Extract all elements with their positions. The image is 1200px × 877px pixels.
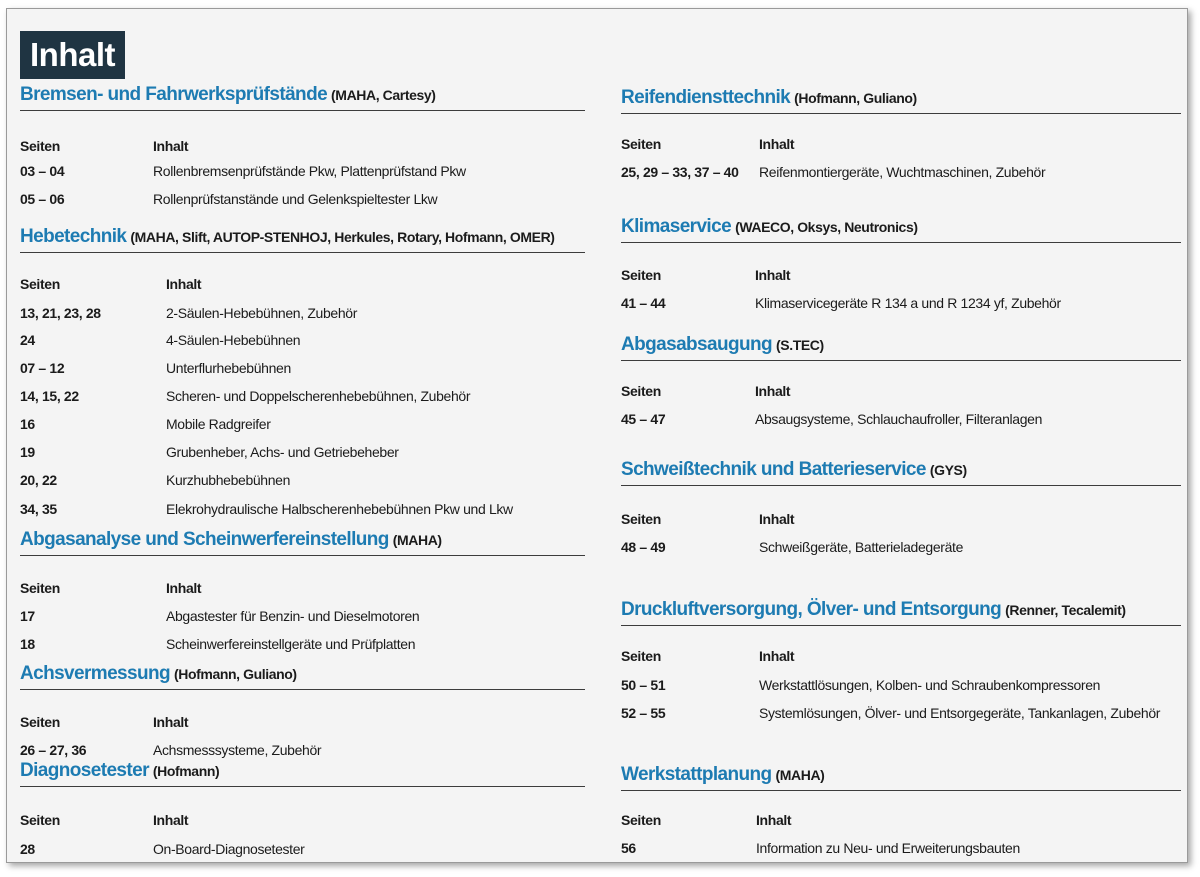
row-content: Rollenbremsenprüfstände Pkw, Plattenprüfstand Pkw [153, 163, 466, 179]
section-heading [621, 764, 1181, 791]
section-schweiss [621, 459, 1181, 555]
column-header-pages: Seiten [621, 383, 661, 399]
row-pages: 56 [621, 840, 636, 856]
section-title [621, 764, 824, 786]
section-bremsen [20, 84, 585, 207]
row-pages: 26 – 27, 36 [20, 742, 87, 758]
row-pages: 18 [20, 636, 35, 652]
section-brands: (Hofmann) [152, 763, 220, 779]
column-header-pages: Seiten [621, 812, 661, 828]
column-header-content: Inhalt [759, 136, 795, 152]
column-header-content: Inhalt [759, 511, 795, 527]
row-content: 2-Säulen-Hebebühnen, Zubehör [166, 305, 358, 321]
section-druckluft [621, 599, 1181, 721]
row-content: Unterflurhebebühnen [166, 360, 291, 376]
row-content: Mobile Radgreifer [166, 416, 271, 432]
column-header-pages: Seiten [20, 138, 60, 154]
row-content: Elekrohydraulische Halbscherenhebebühnen Pkw und Lkw [166, 501, 513, 517]
row-content: Achsmesssysteme, Zubehör [153, 742, 322, 758]
column-header-content: Inhalt [153, 812, 189, 828]
row-pages: 24 [20, 332, 35, 348]
column-header-content: Inhalt [755, 267, 791, 283]
row-pages: 07 – 12 [20, 360, 65, 376]
section-klima [621, 216, 1181, 311]
section-title-text: Abgasabsaugung [621, 334, 773, 355]
column-header-pages: Seiten [20, 276, 60, 292]
row-content: Information zu Neu- und Erweiterungsbauten [756, 840, 1020, 856]
column-header-pages: Seiten [621, 267, 661, 283]
section-heading [621, 216, 1181, 243]
section-title-text: Druckluftversorgung, Ölver- und Entsorgung [621, 599, 1002, 620]
row-content: Kurzhubhebebühnen [166, 472, 291, 488]
row-pages: 34, 35 [20, 501, 57, 517]
row-content: Reifenmontiergeräte, Wuchtmaschinen, Zubehör [759, 164, 1046, 180]
column-header-content: Inhalt [166, 580, 202, 596]
section-title [20, 226, 555, 248]
catalog-page [6, 8, 1188, 863]
section-achsvermessung [20, 663, 585, 758]
section-heading [621, 599, 1181, 626]
section-heading [621, 334, 1181, 361]
row-content: Scheren- und Doppelscherenhebebühnen, Zubehör [166, 388, 471, 404]
section-title [20, 84, 436, 106]
row-content: Rollenprüfstanstände und Gelenkspieltester Lkw [153, 191, 438, 207]
section-heading [20, 760, 585, 787]
column-header-pages: Seiten [621, 136, 661, 152]
column-header-pages: Seiten [621, 511, 661, 527]
section-title-text: Achsvermessung [20, 663, 171, 684]
section-heading [621, 459, 1181, 486]
column-header-pages: Seiten [621, 648, 661, 664]
section-title [621, 87, 917, 109]
row-pages: 50 – 51 [621, 677, 666, 693]
section-heading [20, 663, 585, 690]
column-header-content: Inhalt [756, 812, 792, 828]
column-header-content: Inhalt [759, 648, 795, 664]
section-title [621, 459, 967, 481]
section-brands: (Hofmann, Guliano) [174, 666, 297, 682]
row-content: Systemlösungen, Ölver- und Entsorgegeräte, Tankanlagen, Zubehör [759, 705, 1161, 721]
row-content: 4-Säulen-Hebebühnen [166, 332, 301, 348]
section-title [621, 216, 918, 238]
section-abgasabsaugung [621, 334, 1181, 427]
section-title-text: Schweißtechnik und Batterieservice [621, 459, 926, 480]
section-brands: (Hofmann, Guliano) [794, 90, 917, 106]
section-title-text: Reifendiensttechnik [621, 87, 791, 108]
column-header-pages: Seiten [20, 580, 60, 596]
row-content: Absaugsysteme, Schlauchaufroller, Filteranlagen [755, 411, 1043, 427]
row-pages: 41 – 44 [621, 295, 666, 311]
column-header-content: Inhalt [755, 383, 791, 399]
section-heading [621, 87, 1181, 114]
section-title [621, 334, 824, 356]
row-content: Abgastester für Benzin- und Dieselmotoren [166, 608, 420, 624]
row-content: Werkstattlösungen, Kolben- und Schraubenkompressoren [759, 677, 1101, 693]
row-pages: 48 – 49 [621, 539, 666, 555]
column-header-content: Inhalt [153, 138, 189, 154]
row-pages: 13, 21, 23, 28 [20, 305, 101, 321]
row-pages: 03 – 04 [20, 163, 65, 179]
page-title: Inhalt [20, 31, 125, 79]
section-brands: (WAECO, Oksys, Neutronics) [735, 219, 918, 235]
row-pages: 14, 15, 22 [20, 388, 79, 404]
row-content: Klimaservicegeräte R 134 a und R 1234 yf, Zubehör [755, 295, 1061, 311]
row-content: On-Board-Diagnosetester [153, 841, 305, 857]
row-pages: 45 – 47 [621, 411, 666, 427]
section-brands: (MAHA, Slift, AUTOP-STENHOJ, Herkules, Rotary, Hofmann, OMER) [130, 229, 555, 245]
section-title-text: Werkstattplanung [621, 764, 772, 785]
row-content: Grubenheber, Achs- und Getriebeheber [166, 444, 399, 460]
section-title-text: Hebetechnik [20, 226, 127, 247]
section-title [621, 599, 1126, 621]
section-werkstatt [621, 764, 1181, 856]
row-pages: 05 – 06 [20, 191, 65, 207]
section-title-text: Diagnosetester [20, 760, 149, 781]
section-brands: (Renner, Tecalemit) [1005, 602, 1126, 618]
section-title [20, 529, 442, 551]
row-pages: 52 – 55 [621, 705, 666, 721]
section-brands: (S.TEC) [776, 337, 824, 353]
section-brands: (MAHA) [392, 532, 442, 548]
row-content: Scheinwerfereinstellgeräte und Prüfplatten [166, 636, 416, 652]
section-heading [20, 226, 585, 253]
section-diagnose [20, 760, 585, 857]
section-title-text: Bremsen- und Fahrwerksprüfstände [20, 84, 328, 105]
section-title [20, 760, 219, 782]
row-pages: 28 [20, 841, 35, 857]
row-pages: 17 [20, 608, 35, 624]
section-brands: (MAHA, Cartesy) [331, 87, 436, 103]
section-heading [20, 529, 585, 556]
row-content: Schweißgeräte, Batterieladegeräte [759, 539, 964, 555]
row-pages: 25, 29 – 33, 37 – 40 [621, 164, 739, 180]
section-brands: (GYS) [929, 462, 967, 478]
row-pages: 20, 22 [20, 472, 57, 488]
column-header-content: Inhalt [166, 276, 202, 292]
section-abgasanalyse [20, 529, 585, 652]
section-brands: (MAHA) [775, 767, 825, 783]
column-header-pages: Seiten [20, 714, 60, 730]
section-title [20, 663, 297, 685]
section-title-text: Klimaservice [621, 216, 732, 237]
section-title-text: Abgasanalyse und Scheinwerfereinstellung [20, 529, 389, 550]
column-header-content: Inhalt [153, 714, 189, 730]
section-heading [20, 84, 585, 111]
section-reifen [621, 87, 1181, 180]
row-pages: 16 [20, 416, 35, 432]
section-hebetechnik [20, 226, 585, 517]
column-header-pages: Seiten [20, 812, 60, 828]
row-pages: 19 [20, 444, 35, 460]
